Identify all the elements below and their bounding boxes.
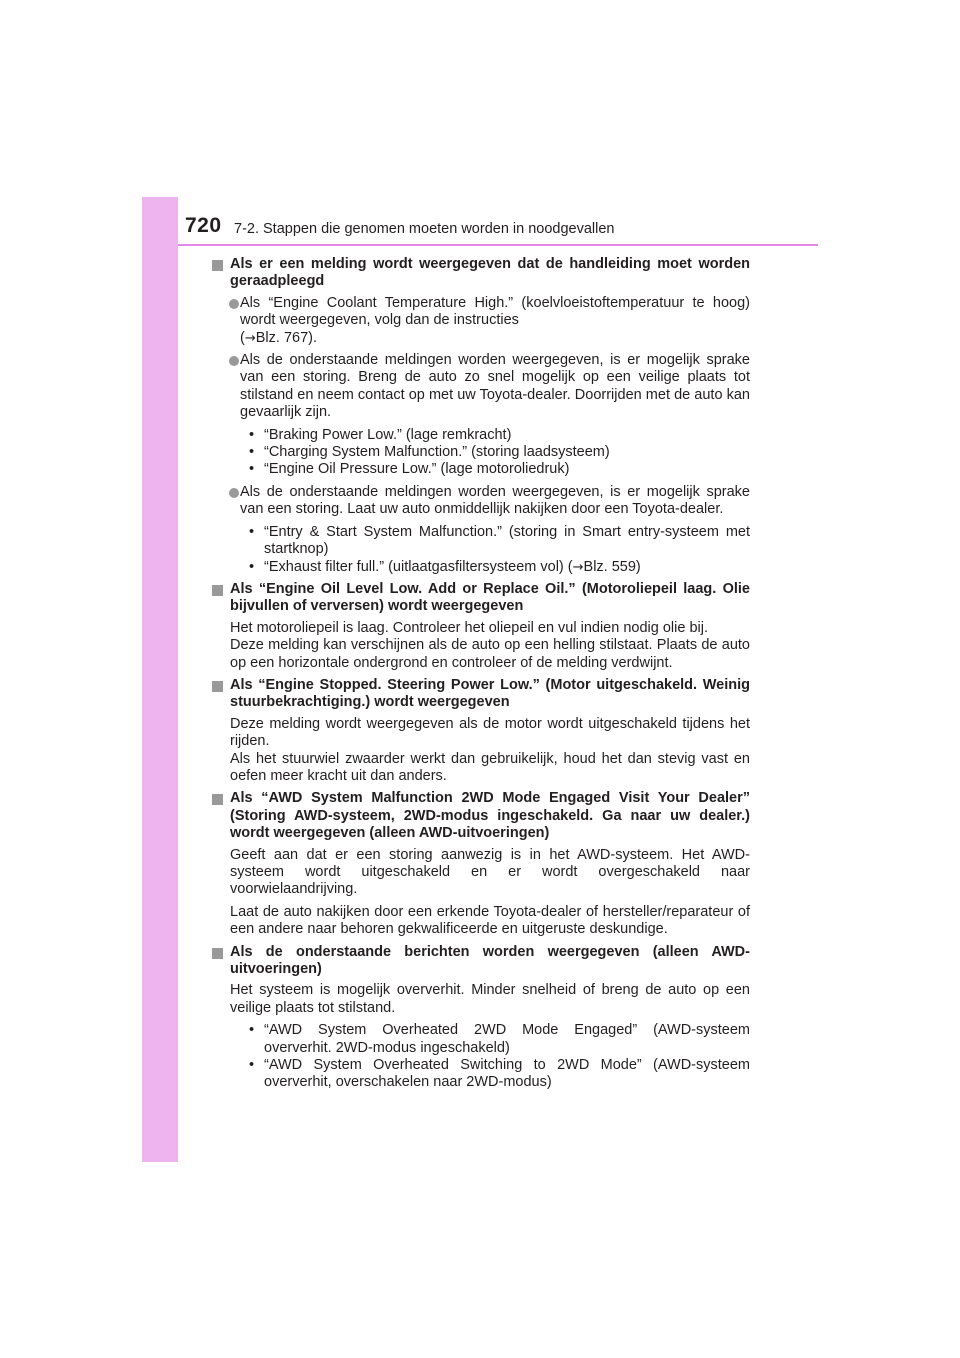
list-item: [240, 524, 750, 559]
bullet-icon: •: [249, 523, 255, 540]
list-item: [240, 427, 750, 444]
paragraph: [212, 620, 750, 672]
circle-bullet-icon: [229, 299, 239, 309]
paragraph-line: Deze melding kan verschijnen als de auto op een helling stilstaat. Plaats de auto op een horizontale ondergrond en controleer of de melding verdwijnt.: [230, 637, 750, 671]
running-header: 7-2. Stappen die genomen moeten worden in noodgevallen: [234, 221, 615, 237]
arrow-right-icon: →: [244, 330, 256, 346]
square-bullet-icon: [212, 260, 223, 271]
list-item: [240, 559, 750, 576]
bullet-icon: •: [249, 444, 255, 461]
list-item-text: “Braking Power Low.” (lage remkracht): [264, 426, 512, 443]
list-item: [240, 444, 750, 461]
page-reference: Blz. 559): [583, 558, 641, 575]
page-content: [212, 256, 750, 1097]
bullet-icon: •: [249, 426, 255, 443]
page-reference: Blz. 767).: [255, 329, 317, 346]
section-heading: [212, 944, 750, 979]
square-bullet-icon: [212, 681, 223, 692]
list-item-text: “Engine Oil Pressure Low.” (lage motoroliedruk): [264, 461, 570, 478]
chapter-sidebar-tab: [142, 197, 178, 1162]
section-heading: [212, 790, 750, 842]
heading-text: Als “Engine Stopped. Steering Power Low.” (Motor uitgeschakeld. Weinig stuurbekrachtiging.) wordt weergegeven: [230, 676, 750, 711]
list-item-text: “Entry & Start System Malfunction.” (storing in Smart entry-systeem met startknop): [264, 523, 750, 558]
paragraph-line: Deze melding wordt weergegeven als de motor wordt uitgeschakeld tijdens het rijden.: [230, 715, 750, 750]
paragraph: [212, 716, 750, 786]
paragraph-line: Als het stuurwiel zwaarder werkt dan gebruikelijk, houd het dan stevig vast en oefen meer kracht uit dan anders.: [230, 750, 750, 784]
bullet-list: [212, 427, 750, 479]
item-text: Als “Engine Coolant Temperature High.” (koelvloeistoftemperatuur te hoog) wordt weergegeven, volg dan de instructies: [240, 294, 750, 329]
circle-bullet-item: [212, 484, 750, 519]
section-heading: [212, 677, 750, 712]
paragraph: Laat de auto nakijken door een erkende Toyota-dealer of hersteller/reparateur of een andere naar behoren gekwalificeerde en uitgeruste deskundige.: [230, 903, 750, 938]
list-item: [240, 1057, 750, 1092]
heading-text: Als er een melding wordt weergegeven dat de handleiding moet worden geraadpleegd: [230, 256, 750, 290]
square-bullet-icon: [212, 794, 223, 805]
list-item: [240, 1022, 750, 1057]
heading-text: Als “Engine Oil Level Low. Add or Replace Oil.” (Motoroliepeil laag. Olie bijvullen of verversen) wordt weergegeven: [230, 580, 750, 615]
bullet-icon: •: [249, 1057, 255, 1074]
paragraph-line: Het motoroliepeil is laag. Controleer het oliepeil en vul indien nodig olie bij.: [230, 619, 708, 636]
square-bullet-icon: [212, 585, 223, 596]
bullet-list: [212, 524, 750, 576]
heading-text: Als “AWD System Malfunction 2WD Mode Engaged Visit Your Dealer” (Storing AWD-systeem, 2WD-modus ingeschakeld. Ga naar uw dealer.) wordt weergegeven (alleen AWD-uitvoeringen): [230, 790, 750, 842]
header-rule: [178, 244, 818, 246]
circle-bullet-item: [212, 295, 750, 347]
square-bullet-icon: [212, 948, 223, 959]
ref-open: (: [240, 329, 245, 346]
list-item-text: “Exhaust filter full.” (uitlaatgasfiltersysteem vol) (: [264, 558, 573, 575]
list-item-text: “AWD System Overheated Switching to 2WD Mode” (AWD-systeem oververhit, overschakelen naar 2WD-modus): [264, 1057, 750, 1091]
bullet-icon: •: [249, 1022, 255, 1039]
bullet-icon: •: [249, 461, 255, 478]
circle-bullet-icon: [229, 488, 239, 498]
list-item-text: “AWD System Overheated 2WD Mode Engaged” (AWD-systeem oververhit. 2WD-modus ingeschakeld): [264, 1022, 750, 1056]
circle-bullet-icon: [229, 356, 239, 366]
arrow-right-icon: →: [572, 559, 584, 575]
section-heading: [212, 581, 750, 616]
paragraph: Het systeem is mogelijk oververhit. Minder snelheid of breng de auto op een veilige plaats tot stilstand.: [230, 982, 750, 1016]
paragraph: Geeft aan dat er een storing aanwezig is in het AWD-systeem. Het AWD-systeem wordt uitgeschakeld en er wordt overgeschakeld naar voorwielaandrijving.: [230, 846, 750, 898]
section-heading: [212, 256, 750, 291]
list-item: [240, 461, 750, 478]
bullet-list: [212, 1022, 750, 1092]
item-text: Als de onderstaande meldingen worden weergegeven, is er mogelijk sprake van een storing. Laat uw auto onmiddellijk nakijken door een Toyota-dealer.: [240, 483, 750, 518]
circle-bullet-item: [212, 352, 750, 422]
item-text: Als de onderstaande meldingen worden weergegeven, is er mogelijk sprake van een storing. Breng de auto zo snel mogelijk op een veilige plaats tot stilstand en neem contact op met uw Toyota-dealer. Doorrijden met de auto kan gevaarlijk zijn.: [240, 352, 750, 421]
heading-text: Als de onderstaande berichten worden weergegeven (alleen AWD-uitvoeringen): [230, 943, 750, 978]
list-item-text: “Charging System Malfunction.” (storing laadsysteem): [264, 444, 610, 461]
bullet-icon: •: [249, 558, 255, 575]
page-number: 720: [185, 214, 222, 237]
